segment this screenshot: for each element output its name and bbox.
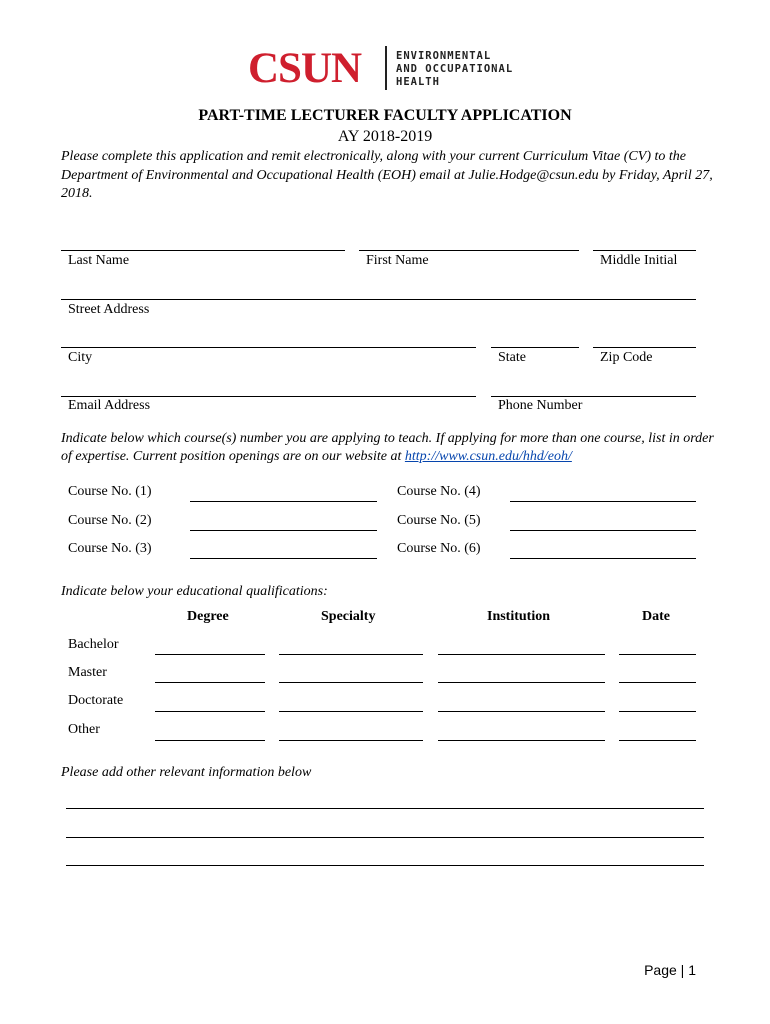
first-name-label: First Name [366,253,429,268]
street-address-line[interactable] [61,299,696,300]
other-specialty-line[interactable] [279,740,423,741]
state-line[interactable] [491,347,579,348]
page-number: Page | 1 [644,962,696,978]
course-label-3: Course No. (3) [68,541,152,556]
other-institution-line[interactable] [438,740,605,741]
bachelor-degree-line[interactable] [155,654,265,655]
csun-logo: CSUN [248,45,362,92]
course-line-4[interactable] [510,501,696,502]
department-logo-text [396,50,513,89]
specialty-header: Specialty [321,609,376,624]
middle-initial-label: Middle Initial [600,253,678,268]
page-subtitle: AY 2018-2019 [337,128,433,145]
zip-line[interactable] [593,347,696,348]
city-label: City [68,350,93,365]
bachelor-label: Bachelor [68,637,119,652]
other-info-line-1[interactable] [66,808,704,809]
institution-header: Institution [487,609,551,624]
doctorate-specialty-line[interactable] [279,711,423,712]
master-specialty-line[interactable] [279,682,423,683]
other-info-instructions: Please add other relevant information below [61,765,312,780]
course-label-2: Course No. (2) [68,513,152,528]
phone-line[interactable] [491,396,696,397]
last-name-label: Last Name [68,253,130,268]
master-label: Master [68,665,107,680]
course-line-1[interactable] [190,501,377,502]
course-line-6[interactable] [510,558,696,559]
first-name-line[interactable] [359,250,579,251]
course-label-6: Course No. (6) [397,541,481,556]
state-label: State [498,350,526,365]
intro-paragraph: Please complete this application and remit electronically, along with your current Curriculum Vitae (CV) to the Department of Environmental and Occupational Health (EOH) email at Julie.Hodge@csun.edu by Friday, April 27, 2018. [61,149,713,201]
street-address-label: Street Address [68,302,150,317]
doctorate-label: Doctorate [68,693,124,708]
education-instructions: Indicate below your educational qualifications: [61,584,328,599]
date-header: Date [642,609,670,624]
course-instructions-text: Indicate below which course(s) number you are applying to teach. If applying for more than one course, list in order of expertise. Current position openings are on our website at [61,431,714,464]
dept-line-3: HEALTH [396,76,440,88]
other-date-line[interactable] [619,740,696,741]
course-label-1: Course No. (1) [68,484,152,499]
bachelor-date-line[interactable] [619,654,696,655]
middle-initial-line[interactable] [593,250,696,251]
city-line[interactable] [61,347,476,348]
other-info-line-3[interactable] [66,865,704,866]
master-degree-line[interactable] [155,682,265,683]
course-label-4: Course No. (4) [397,484,481,499]
master-date-line[interactable] [619,682,696,683]
other-info-line-2[interactable] [66,837,704,838]
email-line[interactable] [61,396,476,397]
degree-header: Degree [187,609,229,624]
eoh-website-link[interactable]: http://www.csun.edu/hhd/eoh/ [404,449,572,464]
phone-label: Phone Number [498,398,583,413]
page-title: PART-TIME LECTURER FACULTY APPLICATION [198,107,572,124]
zip-label: Zip Code [600,350,653,365]
bachelor-specialty-line[interactable] [279,654,423,655]
other-degree-line[interactable] [155,740,265,741]
doctorate-degree-line[interactable] [155,711,265,712]
course-line-3[interactable] [190,558,377,559]
email-label: Email Address [68,398,151,413]
course-instructions [61,430,721,466]
other-label: Other [68,722,100,737]
course-label-5: Course No. (5) [397,513,481,528]
dept-line-1: ENVIRONMENTAL [396,50,492,62]
last-name-line[interactable] [61,250,345,251]
logo-divider [385,46,387,90]
course-line-2[interactable] [190,530,377,531]
master-institution-line[interactable] [438,682,605,683]
doctorate-date-line[interactable] [619,711,696,712]
course-line-5[interactable] [510,530,696,531]
doctorate-institution-line[interactable] [438,711,605,712]
dept-line-2: AND OCCUPATIONAL [396,63,514,75]
bachelor-institution-line[interactable] [438,654,605,655]
